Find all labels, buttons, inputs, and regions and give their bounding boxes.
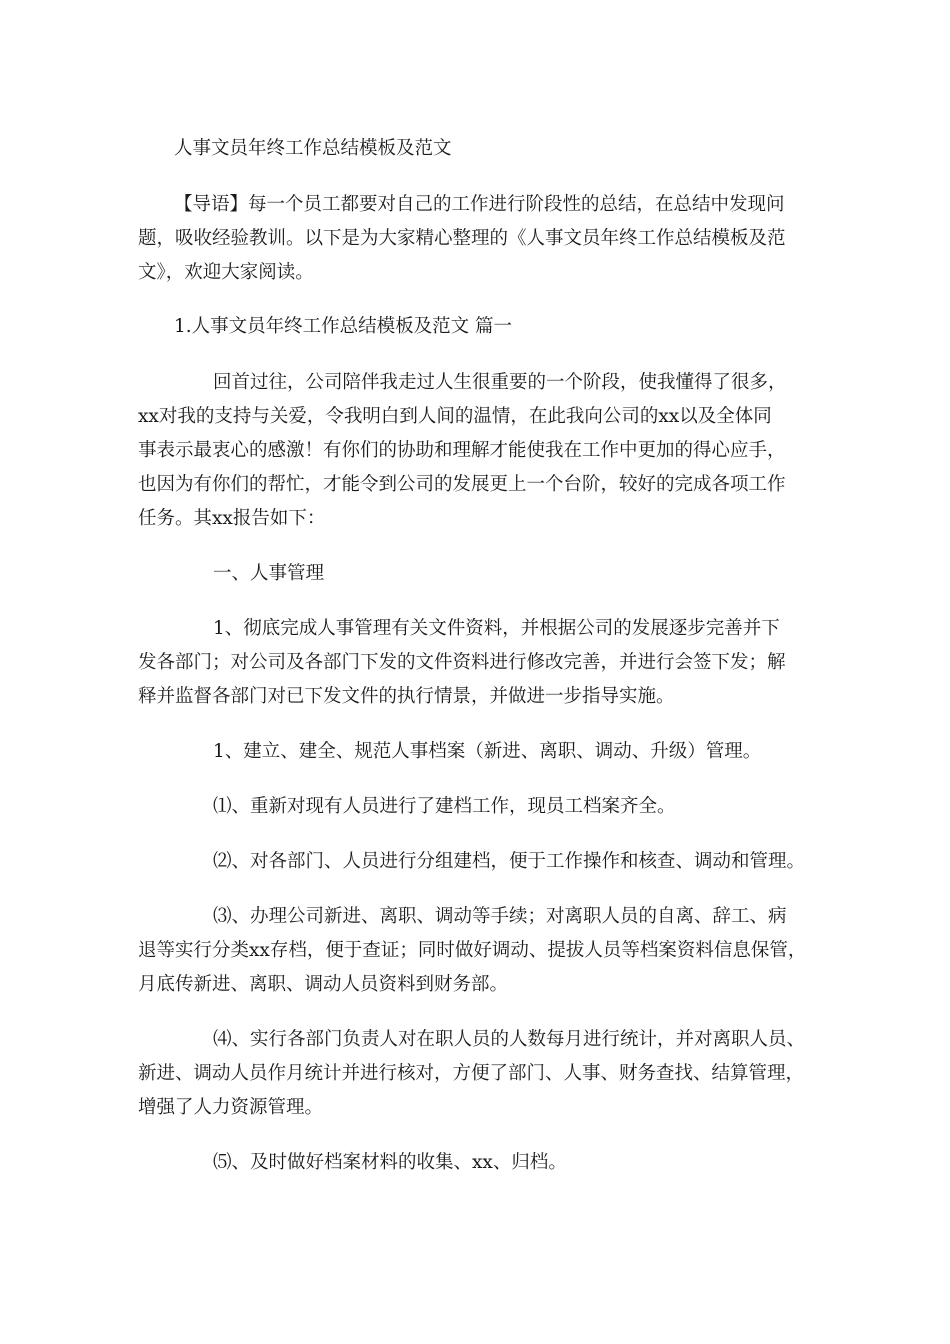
sub2-line: ⑵、对各部门、人员进行分组建档，便于工作操作和核查、调动和管理。 [213,851,806,872]
opening-line-5: 任务。其xx报告如下： [138,508,326,529]
sub1-line: ⑴、重新对现有人员进行了建档工作，现员工档案齐全。 [213,796,676,817]
document-title: 人事文员年终工作总结模板及范文 [174,138,452,159]
item1-line-2: 发各部门；对公司及各部门下发的文件资料进行修改完善，并进行会签下发；解 [138,652,786,673]
opening-line-3: 事表示最衷心的感激！有你们的协助和理解才能使我在工作中更加的得心应手， [138,440,786,461]
intro-line-3: 文》，欢迎大家阅读。 [138,262,314,283]
item1-line-3: 释并监督各部门对已下发文件的执行情景，并做进一步指导实施。 [138,686,675,707]
sub4-line-1: ⑷、实行各部门负责人对在职人员的人数每月进行统计，并对离职人员、 [213,1029,806,1050]
item2-line: 1、建立、建全、规范人事档案（新进、离职、调动、升级）管理。 [213,741,762,762]
sub3-line-3: 月底传新进、离职、调动人员资料到财务部。 [138,974,509,995]
sub3-line-1: ⑶、办理公司新进、离职、调动等手续；对离职人员的自离、辞工、病 [213,906,787,927]
sub5-line: ⑸、及时做好档案材料的收集、xx、归档。 [213,1152,567,1173]
sub4-line-3: 增强了人力资源管理。 [138,1097,324,1118]
opening-line-4: 也因为有你们的帮忙，才能令到公司的发展更上一个台阶，较好的完成各项工作 [138,474,786,495]
intro-line-1: 【导语】每一个员工都要对自己的工作进行阶段性的总结，在总结中发现问 [174,194,785,215]
sub4-line-2: 新进、调动人员作月统计并进行核对，方便了部门、人事、财务查找、结算管理， [138,1063,805,1084]
item1-line-1: 1、彻底完成人事管理有关文件资料，并根据公司的发展逐步完善并下 [213,618,780,639]
opening-line-2: xx对我的支持与关爱，令我明白到人间的温情，在此我向公司的xx以及全体同 [138,406,772,427]
intro-line-2: 题，吸收经验教训。以下是为大家精心整理的《人事文员年终工作总结模板及范 [138,228,786,249]
opening-line-1: 回首过往，公司陪伴我走过人生很重要的一个阶段，使我懂得了很多， [213,372,787,393]
section-heading: 1.人事文员年终工作总结模板及范文 篇一 [174,316,513,337]
part-one-heading: 一、人事管理 [213,563,325,584]
sub3-line-2: 退等实行分类xx存档，便于查证；同时做好调动、提拔人员等档案资料信息保管， [138,940,807,961]
